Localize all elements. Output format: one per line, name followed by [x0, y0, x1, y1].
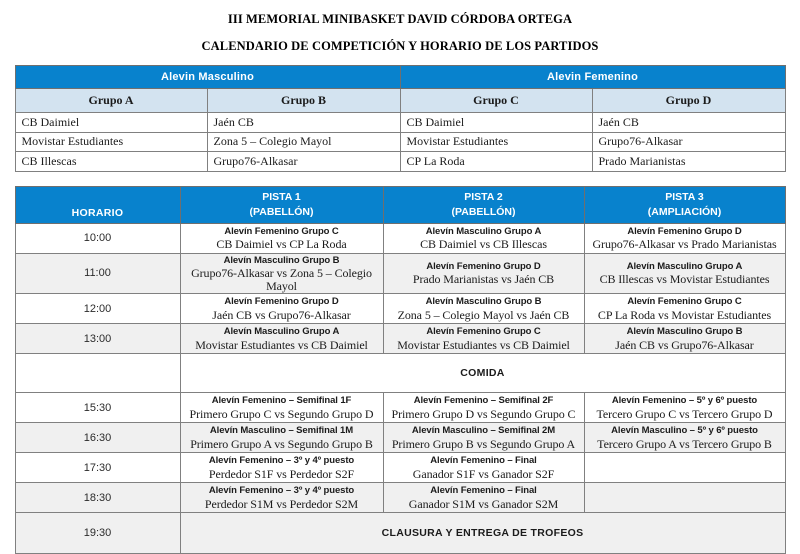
table-row	[15, 324, 785, 354]
match-cell	[180, 324, 383, 354]
match-teams: Prado Marianistas vs Jaén CB	[386, 273, 582, 286]
match-cell-empty	[584, 483, 785, 513]
clausura-time: 19:30	[15, 513, 180, 554]
match-category: Alevín Femenino – Final	[386, 485, 582, 498]
category-header-femenino: Alevin Femenino	[400, 66, 785, 89]
match-category: Alevín Masculino Grupo A	[587, 261, 783, 274]
match-category: Alevín Masculino Grupo B	[587, 326, 783, 339]
team-cell: CP La Roda	[400, 152, 592, 172]
court-name: PISTA 2	[464, 191, 503, 203]
match-category: Alevín Masculino Grupo B	[183, 255, 381, 268]
table-row	[15, 113, 785, 133]
match-category: Alevín Femenino Grupo C	[587, 296, 783, 309]
match-teams: Primero Grupo C vs Segundo Grupo D	[183, 408, 381, 421]
page-title: III MEMORIAL MINIBASKET DAVID CÓRDOBA ORTEGA	[0, 11, 800, 27]
match-category: Alevín Femenino Grupo C	[386, 326, 582, 339]
match-cell-empty	[584, 453, 785, 483]
match-cell	[180, 253, 383, 294]
match-category: Alevín Femenino Grupo C	[183, 226, 381, 239]
table-row	[15, 152, 785, 172]
table-row	[15, 294, 785, 324]
match-teams: Zona 5 – Colegio Mayol vs Jaén CB	[386, 309, 582, 322]
comida-label: COMIDA	[180, 354, 785, 393]
match-category: Alevín Femenino – 3º y 4º puesto	[183, 455, 381, 468]
schedule-table	[15, 186, 786, 554]
match-cell	[383, 253, 584, 294]
group-header-b: Grupo B	[207, 89, 400, 113]
table-row	[15, 253, 785, 294]
match-category: Alevín Masculino – Semifinal 1M	[183, 425, 381, 438]
row-time: 15:30	[15, 393, 180, 423]
groups-category-row	[15, 66, 785, 89]
match-teams: Perdedor S1F vs Perdedor S2F	[183, 468, 381, 481]
header-pista-1	[180, 186, 383, 223]
match-category: Alevín Masculino Grupo A	[386, 226, 582, 239]
match-cell	[584, 423, 785, 453]
court-venue: (PABELLÓN)	[384, 205, 584, 220]
match-teams: Primero Grupo B vs Segundo Grupo A	[386, 438, 582, 451]
team-cell: Prado Marianistas	[592, 152, 785, 172]
match-teams: Movistar Estudiantes vs CB Daimiel	[183, 339, 381, 352]
match-cell	[383, 294, 584, 324]
header-pista-2	[383, 186, 584, 223]
schedule-header-row	[15, 186, 785, 223]
table-row	[15, 132, 785, 152]
header-pista-3	[584, 186, 785, 223]
team-cell: Jaén CB	[592, 113, 785, 133]
match-teams: Ganador S1M vs Ganador S2M	[386, 498, 582, 511]
table-row	[15, 423, 785, 453]
match-cell	[383, 223, 584, 253]
match-teams: CB Daimiel vs CP La Roda	[183, 238, 381, 251]
row-time: 12:00	[15, 294, 180, 324]
match-teams: CB Illescas vs Movistar Estudiantes	[587, 273, 783, 286]
match-category: Alevín Femenino – 5º y 6º puesto	[587, 395, 783, 408]
team-cell: Grupo76-Alkasar	[592, 132, 785, 152]
match-category: Alevín Femenino Grupo D	[587, 226, 783, 239]
row-time: 18:30	[15, 483, 180, 513]
match-category: Alevín Femenino – Semifinal 2F	[386, 395, 582, 408]
match-cell	[180, 423, 383, 453]
table-row	[15, 393, 785, 423]
clausura-label: CLAUSURA Y ENTREGA DE TROFEOS	[180, 513, 785, 554]
team-cell: Zona 5 – Colegio Mayol	[207, 132, 400, 152]
row-time: 17:30	[15, 453, 180, 483]
page-subtitle: CALENDARIO DE COMPETICIÓN Y HORARIO DE LOS PARTIDOS	[0, 38, 800, 54]
match-teams: Grupo76-Alkasar vs Zona 5 – Colegio Mayol	[183, 267, 381, 292]
row-time: 13:00	[15, 324, 180, 354]
match-teams: Tercero Grupo A vs Tercero Grupo B	[587, 438, 783, 451]
match-cell	[584, 294, 785, 324]
match-cell	[584, 324, 785, 354]
match-teams: Ganador S1F vs Ganador S2F	[386, 468, 582, 481]
groups-table	[15, 65, 786, 172]
match-cell	[180, 483, 383, 513]
match-teams: Primero Grupo D vs Segundo Grupo C	[386, 408, 582, 421]
match-teams: Jaén CB vs Grupo76-Alkasar	[587, 339, 783, 352]
groups-header-row	[15, 89, 785, 113]
team-cell: Jaén CB	[207, 113, 400, 133]
table-row	[15, 453, 785, 483]
match-category: Alevín Masculino Grupo B	[386, 296, 582, 309]
schedule-table-container	[0, 186, 800, 554]
match-teams: Grupo76-Alkasar vs Prado Marianistas	[587, 238, 783, 251]
match-category: Alevín Masculino – Semifinal 2M	[386, 425, 582, 438]
team-cell: Grupo76-Alkasar	[207, 152, 400, 172]
match-teams: Jaén CB vs Grupo76-Alkasar	[183, 309, 381, 322]
table-row	[15, 483, 785, 513]
court-name: PISTA 3	[665, 191, 704, 203]
match-cell	[383, 393, 584, 423]
team-cell: Movistar Estudiantes	[15, 132, 207, 152]
match-cell	[180, 453, 383, 483]
comida-row	[15, 354, 785, 393]
match-teams: CB Daimiel vs CB Illescas	[386, 238, 582, 251]
match-category: Alevín Masculino – 5º y 6º puesto	[587, 425, 783, 438]
row-time: 10:00	[15, 223, 180, 253]
category-header-masculino: Alevin Masculino	[15, 66, 400, 89]
match-category: Alevín Femenino – Semifinal 1F	[183, 395, 381, 408]
match-teams: CP La Roda vs Movistar Estudiantes	[587, 309, 783, 322]
team-cell: CB Daimiel	[15, 113, 207, 133]
court-venue: (PABELLÓN)	[181, 205, 383, 220]
match-cell	[584, 223, 785, 253]
match-teams: Perdedor S1M vs Perdedor S2M	[183, 498, 381, 511]
match-cell	[180, 294, 383, 324]
court-venue: (AMPLIACIÓN)	[585, 205, 785, 220]
match-teams: Primero Grupo A vs Segundo Grupo B	[183, 438, 381, 451]
table-row	[15, 223, 785, 253]
match-category: Alevín Femenino – 3º y 4º puesto	[183, 485, 381, 498]
match-cell	[584, 393, 785, 423]
match-cell	[383, 324, 584, 354]
match-category: Alevín Femenino Grupo D	[386, 261, 582, 274]
group-header-a: Grupo A	[15, 89, 207, 113]
groups-table-container	[0, 65, 800, 172]
row-time: 16:30	[15, 423, 180, 453]
match-cell	[383, 483, 584, 513]
match-cell	[180, 393, 383, 423]
team-cell: Movistar Estudiantes	[400, 132, 592, 152]
match-category: Alevín Masculino Grupo A	[183, 326, 381, 339]
match-category: Alevín Femenino – Final	[386, 455, 582, 468]
clausura-row	[15, 513, 785, 554]
row-time: 11:00	[15, 253, 180, 294]
match-cell	[383, 453, 584, 483]
header-horario: HORARIO	[15, 186, 180, 223]
team-cell: CB Illescas	[15, 152, 207, 172]
match-cell	[584, 253, 785, 294]
comida-time	[15, 354, 180, 393]
match-cell	[180, 223, 383, 253]
group-header-c: Grupo C	[400, 89, 592, 113]
court-name: PISTA 1	[262, 191, 301, 203]
match-cell	[383, 423, 584, 453]
match-teams: Tercero Grupo C vs Tercero Grupo D	[587, 408, 783, 421]
match-teams: Movistar Estudiantes vs CB Daimiel	[386, 339, 582, 352]
match-category: Alevín Femenino Grupo D	[183, 296, 381, 309]
title-block	[0, 0, 800, 54]
team-cell: CB Daimiel	[400, 113, 592, 133]
group-header-d: Grupo D	[592, 89, 785, 113]
